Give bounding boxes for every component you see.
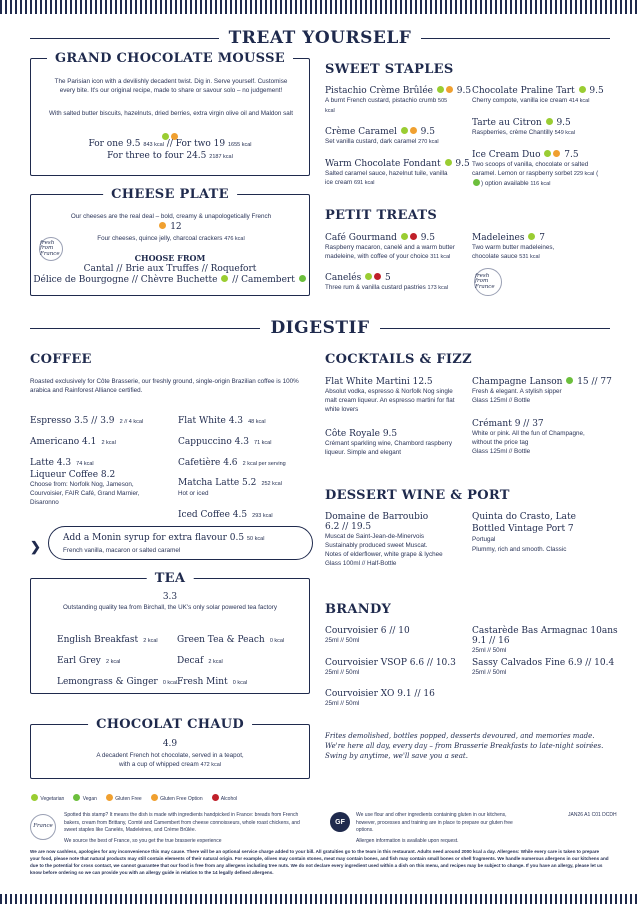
fresh-from-france-stamp: fresh from France	[474, 268, 502, 296]
mousse-line-2: For three to four 24.5 2187 kcal	[107, 151, 233, 161]
mousse-desc: The Parisian icon with a devilishly decadent twist. Dig in. Serve yourself. Customise every bite. It's our original recipe, made to share or savour solo – no judgement!	[54, 78, 288, 95]
chocolat-chaud-desc: A decadent French hot chocolate, served in a teapot, with a cup of whipped cream 472 kcal	[96, 752, 244, 769]
gluten-free-option-icon	[159, 222, 166, 229]
brandy-item-4: Sassy Calvados Fine 6.9 // 10.4 25ml // 50ml	[472, 658, 615, 676]
treat-yourself-title: TREAT YOURSELF	[228, 28, 412, 48]
digestif-header	[30, 318, 610, 338]
chocolat-chaud-box	[30, 717, 310, 779]
gluten-free-option-icon	[446, 86, 453, 93]
mousse-desc-2: With salted butter biscuits, hazelnuts, dried berries, extra virgin olive oil and Maldon salt	[49, 110, 293, 117]
brandy-item-2: Courvoisier XO 9.1 // 16 25ml // 50ml	[325, 689, 435, 707]
brandy-item-1: Courvoisier VSOP 6.6 // 10.3 25ml // 50ml	[325, 658, 456, 676]
gluten-free-option-icon	[151, 794, 158, 801]
fresh-from-france-stamp-footer: France	[30, 814, 56, 840]
cocktail-item-2: Champagne Lanson 15 // 77 Fresh & elegant. A stylish sipper Glass 125ml // Bottle	[472, 377, 612, 405]
cheese-line-2: Délice de Bourgogne // Chèvre Buchette // Camembert	[31, 275, 309, 285]
vegetarian-icon	[401, 233, 408, 240]
dessert-wine-left: Domaine de Barroubio 6.2 // 19.5 Muscat de Saint-Jean-de-Minervois Sustainably produced sweet Muscat. Notes of elderflower, white grape & lychee Glass 100ml // Half-Bottle	[325, 512, 443, 568]
vegan-icon	[73, 794, 80, 801]
chocolat-chaud-price: 4.9	[162, 739, 178, 749]
syrup-box	[48, 526, 313, 560]
vegetarian-icon	[221, 275, 228, 282]
cocktail-item-0: Flat White Martini 12.5 Absolut vodka, espresso & Norfolk Nog single malt cream liqueur. An espresso martini for flat white lovers	[325, 377, 455, 414]
mousse-box	[30, 51, 310, 176]
syrup-desc: French vanilla, macaron or salted caramel	[63, 547, 181, 554]
alcohol-icon	[374, 273, 381, 280]
vegetarian-icon	[528, 233, 535, 240]
digestif-title: DIGESTIF	[270, 318, 370, 338]
coffee-item-liqueur: Liqueur Coffee 8.2 Choose from: Norfolk Nog, Jameson, Courvoisier, FAIR Café, Grand Marnier, Disaronno	[30, 470, 140, 507]
petit-treats-title: PETIT TREATS	[325, 208, 438, 223]
vegetarian-icon	[31, 794, 38, 801]
tea-item-earl-grey: Earl Grey 2 kcal	[57, 656, 121, 666]
gluten-free-badge-icon: GF	[330, 812, 350, 832]
cocktails-title: COCKTAILS & FIZZ	[325, 352, 472, 367]
tea-item-decaf: Decaf 2 kcal	[177, 656, 223, 666]
coffee-item-americano: Americano 4.1 2 kcal	[30, 437, 116, 447]
vegetarian-icon	[579, 86, 586, 93]
menu-code: JAN26 A1 C01 DCDH	[568, 812, 617, 818]
cheese-box	[30, 187, 310, 296]
coffee-desc: Roasted exclusively for Côte Brasserie, our freshly ground, single-origin Brazilian coffee is 100% arabica and Rainforest Alliance certified.	[30, 378, 299, 395]
cheese-desc: Our cheeses are the real deal – bold, creamy & unapologetically French	[70, 213, 272, 220]
cheese-price: 12	[31, 222, 309, 232]
vegetarian-icon	[365, 273, 372, 280]
tea-desc: Outstanding quality tea from Birchall, the UK's only solar powered tea factory	[62, 604, 277, 611]
cocktail-item-3: Crémant 9 // 37 White or pink. All the fun of Champagne, without the price tag Glass 125ml // Bottle	[472, 419, 585, 456]
tea-price: 3.3	[162, 592, 178, 602]
chocolat-chaud-title: CHOCOLAT CHAUD	[88, 717, 252, 732]
cheese-title: CHEESE PLATE	[103, 187, 237, 202]
petit-item-0: Café Gourmand 9.5 Raspberry macaron, canelé and a warm butter madeleine, with coffee of your choice 311 kcal	[325, 233, 455, 261]
chevron-right-icon: ❯	[30, 540, 41, 555]
cheese-line-1: Cantal // Brie aux Truffes // Roquefort	[83, 264, 257, 274]
coffee-item-matcha: Matcha Latte 5.2 252 kcal Hot or iced	[178, 478, 282, 497]
cheese-sub: Four cheeses, quince jelly, charcoal crackers 476 kcal	[97, 235, 245, 242]
vegan-icon	[566, 377, 573, 384]
coffee-item-espresso: Espresso 3.5 // 3.9 2 // 4 kcal	[30, 416, 144, 426]
tea-item-green-peach: Green Tea & Peach 0 kcal	[177, 635, 285, 645]
stamp-info: Spotted this stamp? It means the dish is made with ingredients handpicked in France: breads from French bakers, cream from Brittany, Comté and Camembert from cheese connoisseurs, whole roast chickens, and sweet staples like Canelés, Madeleines, and Crème Brûlée. We source the best of France, so you get the true brasserie experience	[64, 812, 300, 844]
vegan-icon	[473, 179, 480, 186]
petit-item-2: Madeleines 7 Two warm butter madeleines, chocolate sauce 531 kcal	[472, 233, 555, 261]
treat-yourself-header	[30, 28, 610, 48]
sweet-staples-title: SWEET STAPLES	[325, 62, 454, 77]
fresh-from-france-stamp: fresh from France	[39, 237, 63, 261]
legal-text: We are now cashless, apologies for any inconvenience this may cause. There will be an optional service charge added to your bill. All gratuities go to the team in this restaurant. Adults need around 2000 kcal a day. Allergens: While every care is taken to prepare your food, please note that natural products may still contain elements of their natural origin. For example, olives may contain stones, meat may contain bones, and fish may contain small bones or shell fragments. We handle numerous allergens in our kitchens and due to the potential for cross contact, we cannot guarantee that our food is free from any allergens including tree nuts. We do not declare every ingredient used within a dish on this menu, and recipes may be subject to change. If you have an allergy, please let us know before ordering so we can provide you with an allergy guide in relation to the 14 legally defined allergens.	[30, 849, 609, 875]
tea-item-fresh-mint: Fresh Mint 0 kcal	[177, 677, 248, 687]
vegetarian-icon	[544, 150, 551, 157]
dietary-legend: Vegetarian Vegan Gluten Free Gluten Free Option Alcohol	[30, 795, 237, 803]
coffee-item-flat-white: Flat White 4.3 48 kcal	[178, 416, 266, 426]
dessert-wine-right: Quinta do Crasto, Late Bottled Vintage Port 7 Portugal Plummy, rich and smooth. Classic	[472, 512, 576, 553]
coffee-item-cappuccino: Cappuccino 4.3 71 kcal	[178, 437, 272, 447]
coffee-item-iced: Iced Coffee 4.5 293 kcal	[178, 510, 273, 520]
vegetarian-icon	[401, 127, 408, 134]
cheese-choose: CHOOSE FROM	[134, 253, 206, 263]
closing-note: Frites demolished, bottles popped, desserts devoured, and memories made. We're here all day, every day – from Brasserie Breakfasts to late-night soirées. Swing by anytime, we'll save you a seat.	[325, 732, 604, 761]
vegetarian-icon	[445, 159, 452, 166]
vegetarian-icon	[437, 86, 444, 93]
coffee-item-latte: Latte 4.3 74 kcal	[30, 458, 94, 468]
dessert-wine-title: DESSERT WINE & PORT	[325, 488, 510, 503]
gluten-free-option-icon	[410, 127, 417, 134]
sweet-item-3: Chocolate Praline Tart 9.5 Cherry compote, vanilla ice cream 414 kcal	[472, 86, 604, 104]
gluten-info: We use flour and other ingredients containing gluten in our kitchens, however, processes and training are in place to prepare our gluten free options. Allergen information is available upon request.	[356, 812, 513, 844]
brandy-item-0: Courvoisier 6 // 10 25ml // 50ml	[325, 626, 410, 644]
vegetarian-icon	[546, 118, 553, 125]
sweet-item-0: Pistachio Crème Brûlée 9.5 A burnt French custard, pistachio crumb 505 kcal	[325, 86, 472, 114]
vegetarian-icon	[299, 275, 306, 282]
sweet-item-4: Tarte au Citron 9.5 Raspberries, crème Chantilly 549 kcal	[472, 118, 576, 136]
tea-title: TEA	[147, 571, 194, 586]
mousse-title: GRAND CHOCOLATE MOUSSE	[47, 51, 293, 66]
tea-item-english-breakfast: English Breakfast 2 kcal	[57, 635, 158, 645]
cocktail-item-1: Côte Royale 9.5 Crémant sparkling wine, Chambord raspberry liqueur. Simple and elegant	[325, 429, 453, 457]
sweet-item-2: Warm Chocolate Fondant 9.5 Salted caramel sauce, hazelnut tuile, vanilla ice cream 691 kcal	[325, 159, 470, 187]
syrup-line: Add a Monin syrup for extra flavour 0.5 50 kcal	[63, 533, 265, 543]
bottom-stripes	[0, 894, 640, 904]
brandy-item-3: Castarède Bas Armagnac 10ans 9.1 // 16 25ml // 50ml	[472, 626, 618, 654]
gluten-free-option-icon	[553, 150, 560, 157]
top-stripes	[0, 0, 640, 14]
alcohol-icon	[212, 794, 219, 801]
tea-item-lemongrass: Lemongrass & Ginger 0 kcal	[57, 677, 178, 687]
sweet-item-5: Ice Cream Duo 7.5 Two scoops of vanilla, chocolate or salted caramel. Lemon or raspberry sorbet 229 kcal () option available 116 kcal	[472, 150, 599, 188]
coffee-title: COFFEE	[30, 352, 92, 367]
coffee-item-cafetiere: Cafetière 4.6 2 kcal per serving	[178, 458, 286, 468]
gluten-free-icon	[106, 794, 113, 801]
brandy-title: BRANDY	[325, 602, 392, 617]
tea-box	[30, 571, 310, 694]
sweet-item-1: Crème Caramel 9.5 Set vanilla custard, dark caramel 270 kcal	[325, 127, 439, 145]
petit-item-1: Canelés 5 Three rum & vanilla custard pastries 173 kcal	[325, 273, 449, 291]
mousse-line-1: For one 9.5 843 kcal // For two 19 1655 kcal	[88, 139, 252, 149]
alcohol-icon	[410, 233, 417, 240]
